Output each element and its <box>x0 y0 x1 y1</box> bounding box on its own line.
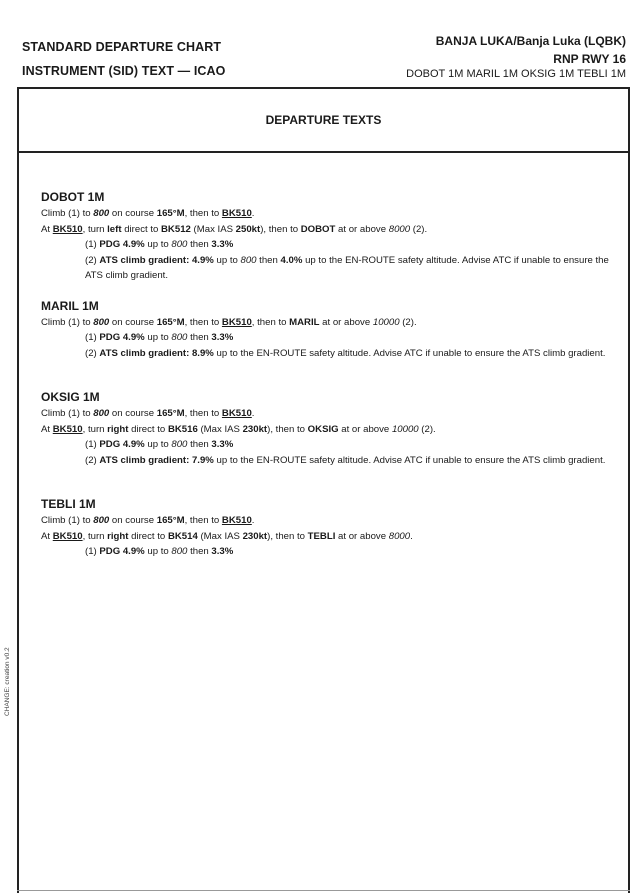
text-run: . <box>410 530 413 542</box>
text-run: 165°M <box>156 208 185 219</box>
text-run: on course <box>109 515 157 526</box>
text-run: 230kt <box>242 423 268 435</box>
text-run: at or above <box>338 423 392 435</box>
text-run: OKSIG <box>307 423 339 435</box>
text-run: 800 <box>93 515 110 526</box>
text-run: (2). <box>399 316 417 328</box>
text-run: up to <box>144 239 172 250</box>
procedure-line <box>41 544 614 560</box>
text-run: At <box>41 530 53 542</box>
text-run: then <box>187 239 212 250</box>
text-run: then <box>187 332 212 343</box>
text-run: 8000 <box>388 223 411 235</box>
departure-texts <box>41 189 614 560</box>
text-run: BK510 <box>221 408 252 419</box>
text-run: (2). <box>410 223 428 235</box>
text-run: BK514 <box>167 530 198 542</box>
text-run: At <box>41 423 53 435</box>
text-run: BK510 <box>52 223 83 235</box>
text-run: then <box>187 546 212 557</box>
text-run: 3.3% <box>211 332 234 343</box>
procedure-list: DOBOT 1M MARIL 1M OKSIG 1M TEBLI 1M <box>406 68 626 80</box>
airport-name: BANJA LUKA/Banja Luka (LQBK) <box>435 34 626 48</box>
chart-subtype: INSTRUMENT (SID) TEXT — ICAO <box>22 64 226 78</box>
procedure-line <box>41 253 614 284</box>
text-run: on course <box>109 316 157 328</box>
text-run: Climb (1) to <box>41 408 94 419</box>
text-run: direct to <box>128 530 168 542</box>
text-run: then <box>256 254 281 266</box>
text-run: direct to <box>128 423 168 435</box>
text-run: PDG 4.9% <box>99 332 145 343</box>
text-run: at or above <box>335 530 389 542</box>
text-run: 800 <box>93 208 110 219</box>
text-run: ), then to <box>267 423 308 435</box>
text-run: on course <box>109 408 157 419</box>
text-run: BK510 <box>221 515 252 526</box>
text-run: then <box>187 439 212 450</box>
procedure-name: OKSIG 1M <box>41 390 100 404</box>
text-run: 165°M <box>156 316 185 328</box>
text-run: ATS climb gradient: 8.9% <box>99 347 214 359</box>
text-run: up to the EN-ROUTE safety altitude. Advise ATC if unable to ensure the ATS climb gradient. <box>213 347 606 359</box>
bottom-rule <box>17 890 630 891</box>
text-run: , turn <box>82 423 108 435</box>
text-run: 165°M <box>156 408 185 419</box>
procedure-line <box>41 453 614 469</box>
text-run: 3.3% <box>211 239 234 250</box>
text-run: 3.3% <box>211 546 234 557</box>
chart-type: STANDARD DEPARTURE CHART <box>22 40 222 54</box>
procedure-line <box>41 422 614 438</box>
text-run: 230kt <box>242 530 268 542</box>
text-run: , then to <box>184 208 222 219</box>
text-run: (2) <box>85 347 100 359</box>
text-run: left <box>107 223 122 235</box>
text-run: (2) <box>85 254 100 266</box>
text-run: 800 <box>171 332 188 343</box>
text-run: ), then to <box>267 530 308 542</box>
text-run: up to <box>144 439 172 450</box>
text-run: up to the EN-ROUTE safety altitude. Advise ATC if unable to ensure the ATS climb gradient. <box>213 454 606 466</box>
text-run: DOBOT <box>300 223 336 235</box>
procedure-line <box>41 437 614 453</box>
text-run: PDG 4.9% <box>99 239 145 250</box>
frame-title: DEPARTURE TEXTS <box>19 89 628 153</box>
runway-label: RNP RWY 16 <box>553 52 626 66</box>
text-run: Climb (1) to <box>41 515 94 526</box>
text-run: 250kt <box>235 223 261 235</box>
text-run: BK510 <box>52 423 83 435</box>
text-run: BK512 <box>161 223 191 235</box>
procedure-line <box>41 529 614 545</box>
text-run: BK510 <box>221 208 252 219</box>
procedure-tebli-1m <box>41 496 614 560</box>
text-run: up to the EN-ROUTE safety altitude. Advise ATC if unable to ensure the ATS climb gradient. <box>85 254 609 281</box>
text-run: 10000 <box>391 423 419 435</box>
procedure-line <box>41 330 614 346</box>
text-run: 800 <box>171 546 188 557</box>
text-run: 165°M <box>156 515 185 526</box>
procedure-line <box>41 222 614 238</box>
text-run: (2). <box>418 423 436 435</box>
text-run: 8000 <box>388 530 411 542</box>
chart-header-left <box>22 40 226 78</box>
text-run: 800 <box>171 239 188 250</box>
text-run: up to <box>144 546 172 557</box>
procedure-line <box>41 406 614 422</box>
text-run: Climb (1) to <box>41 316 94 328</box>
text-run: BK510 <box>52 530 83 542</box>
text-run: on course <box>109 208 157 219</box>
procedure-line <box>41 315 614 331</box>
procedure-dobot-1m <box>41 189 614 284</box>
text-run: right <box>107 530 129 542</box>
procedure-line <box>41 346 614 362</box>
text-run: , then to <box>184 408 222 419</box>
side-note: CHANGE: creation v0.2 <box>4 647 11 716</box>
procedure-oksig-1m <box>41 389 614 468</box>
text-run: up to <box>213 254 241 266</box>
text-run: Climb (1) to <box>41 208 94 219</box>
text-run: (Max IAS <box>197 530 243 542</box>
text-run: BK516 <box>167 423 198 435</box>
text-run: 3.3% <box>211 439 234 450</box>
text-run: (1) <box>85 332 100 343</box>
procedure-maril-1m <box>41 298 614 362</box>
text-run: at or above <box>319 316 373 328</box>
text-run: 800 <box>171 439 188 450</box>
text-run: (1) <box>85 546 100 557</box>
text-run: MARIL <box>289 316 320 328</box>
text-run: 4.0% <box>280 254 303 266</box>
text-run: . <box>251 408 255 419</box>
procedure-line <box>41 237 614 253</box>
text-run: At <box>41 223 53 235</box>
text-run: . <box>251 515 255 526</box>
text-run: (Max IAS <box>197 423 243 435</box>
text-run: (2) <box>85 454 100 466</box>
text-run: PDG 4.9% <box>99 439 145 450</box>
text-run: . <box>251 208 255 219</box>
text-run: BK510 <box>221 316 252 328</box>
text-run: , turn <box>82 223 108 235</box>
text-run: direct to <box>121 223 161 235</box>
procedure-line <box>41 513 614 529</box>
text-run: TEBLI <box>307 530 336 542</box>
text-run: , then to <box>251 316 290 328</box>
procedure-name: MARIL 1M <box>41 298 99 313</box>
text-run: ATS climb gradient: 7.9% <box>99 454 214 466</box>
text-run: ATS climb gradient: 4.9% <box>99 254 214 266</box>
text-run: 800 <box>93 408 110 419</box>
procedure-line <box>41 206 614 222</box>
text-run: PDG 4.9% <box>99 546 145 557</box>
procedure-name: TEBLI 1M <box>41 497 96 511</box>
text-run: (1) <box>85 239 100 250</box>
procedure-name: DOBOT 1M <box>41 190 105 204</box>
text-run: , then to <box>184 316 222 328</box>
text-run: 800 <box>93 316 110 328</box>
text-run: ), then to <box>260 223 301 235</box>
text-run: 800 <box>240 254 257 266</box>
text-run: right <box>107 423 129 435</box>
text-run: up to <box>144 332 172 343</box>
text-run: , then to <box>184 515 222 526</box>
text-run: (1) <box>85 439 100 450</box>
text-run: (Max IAS <box>190 223 236 235</box>
text-run: 10000 <box>372 316 400 328</box>
chart-frame <box>17 87 630 893</box>
text-run: , turn <box>82 530 108 542</box>
chart-header-right <box>406 34 626 80</box>
text-run: at or above <box>335 223 389 235</box>
